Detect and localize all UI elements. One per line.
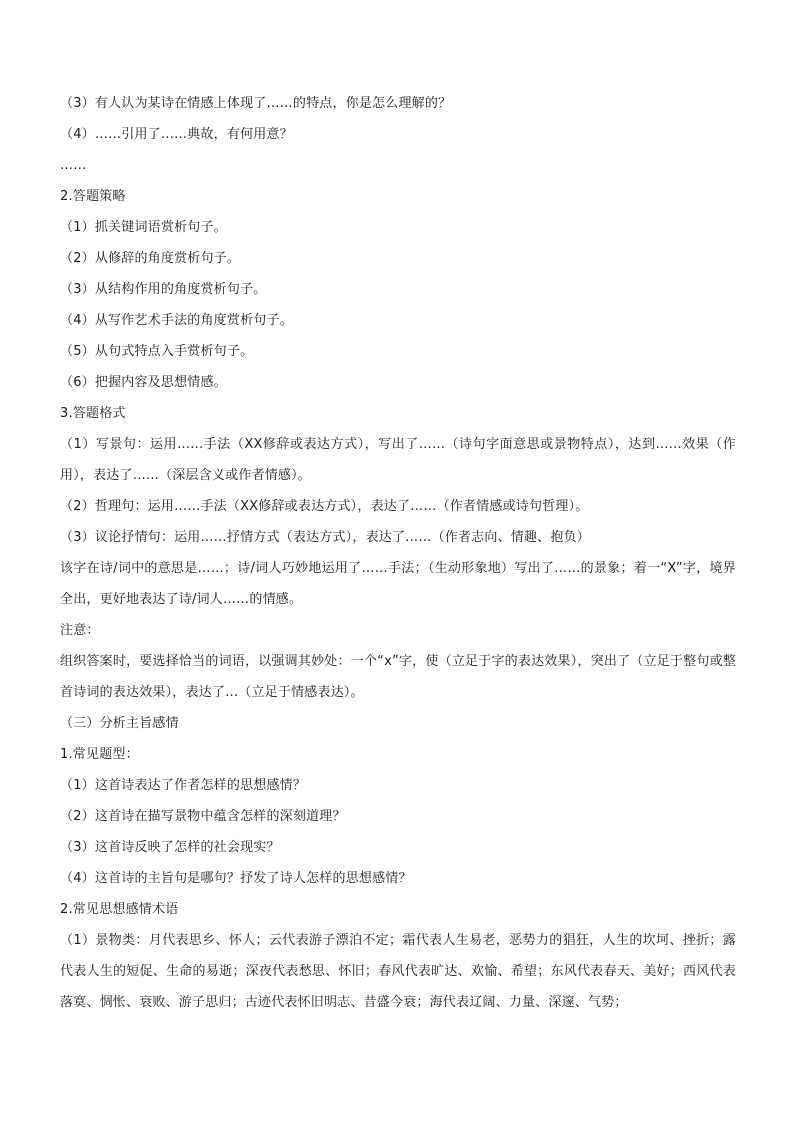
strategy-item-6: （6）把握内容及思想情感。: [60, 375, 227, 390]
theme-question-4: （4）这首诗的主旨句是哪句？抒发了诗人怎样的思想感情？: [60, 871, 412, 886]
note-paragraph: 组织答案时，要选择恰当的词语，以强调其妙处：一个“x”字，使（立足于字的表达效果），突出了（立足于整句或整首诗词的表达效果），表达了…（立足于情感表达）。: [60, 654, 736, 700]
subheading-emotion-terms: 2.常见思想感情术语: [60, 902, 179, 917]
format-word-paragraph: 该字在诗/词中的意思是……；诗/词人巧妙地运用了……手法；（生动形象地）写出了……的景象；着一“X”字，境界全出，更好地表达了诗/词人……的情感。: [60, 561, 736, 607]
emotion-terms-paragraph: （1）景物类：月代表思乡、怀人；云代表游子漂泊不定；霜代表人生易老，恶势力的猖狂，人生的坎坷、挫折；露代表人生的短促、生命的易逝；深夜代表愁思、怀旧；春风代表旷达、欢愉、希望；东风代表春天、美好；西风代表落寞、惆怅、衰败、游子思归；古迹代表怀旧明志、昔盛今衰；海代表辽阔、力量、深邃、气势；: [60, 933, 736, 1010]
note-label: 注意：: [60, 623, 100, 638]
strategy-item-2: （2）从修辞的角度赏析句子。: [60, 251, 241, 266]
theme-question-3: （3）这首诗反映了怎样的社会现实？: [60, 840, 280, 855]
format-philosophy-sentence: （2）哲理句：运用……手法（XX修辞或表达方式），表达了……（作者情感或诗句哲理）。: [60, 499, 589, 514]
format-scene-sentence: （1）写景句：运用……手法（XX修辞或表达方式），写出了……（诗句字面意思或景物特点），达到……效果（作用），表达了……（深层含义或作者情感）。: [60, 437, 736, 483]
strategy-item-4: （4）从写作艺术手法的角度赏析句子。: [60, 313, 293, 328]
theme-question-2: （2）这首诗在描写景物中蕴含怎样的深刻道理？: [60, 809, 346, 824]
subheading-question-types: 1.常见题型：: [60, 747, 139, 762]
theme-question-1: （1）这首诗表达了作者怎样的思想感情？: [60, 778, 307, 793]
section-heading-format: 3.答题格式: [60, 406, 126, 421]
strategy-item-5: （5）从句式特点入手赏析句子。: [60, 344, 254, 359]
section-heading-theme: （三）分析主旨感情: [60, 716, 179, 731]
document-page: [60, 88, 736, 1018]
ellipsis: ……: [60, 158, 87, 173]
format-lyric-sentence: （3）议论抒情句：运用……抒情方式（表达方式），表达了……（作者志向、情趣、抱负）: [60, 530, 590, 545]
question-3: （3）有人认为某诗在情感上体现了……的特点，你是怎么理解的？: [60, 96, 452, 111]
strategy-item-1: （1）抓关键词语赏析句子。: [60, 220, 227, 235]
section-heading-strategy: 2.答题策略: [60, 189, 126, 204]
strategy-item-3: （3）从结构作用的角度赏析句子。: [60, 282, 267, 297]
question-4: （4）……引用了……典故，有何用意？: [60, 127, 293, 142]
